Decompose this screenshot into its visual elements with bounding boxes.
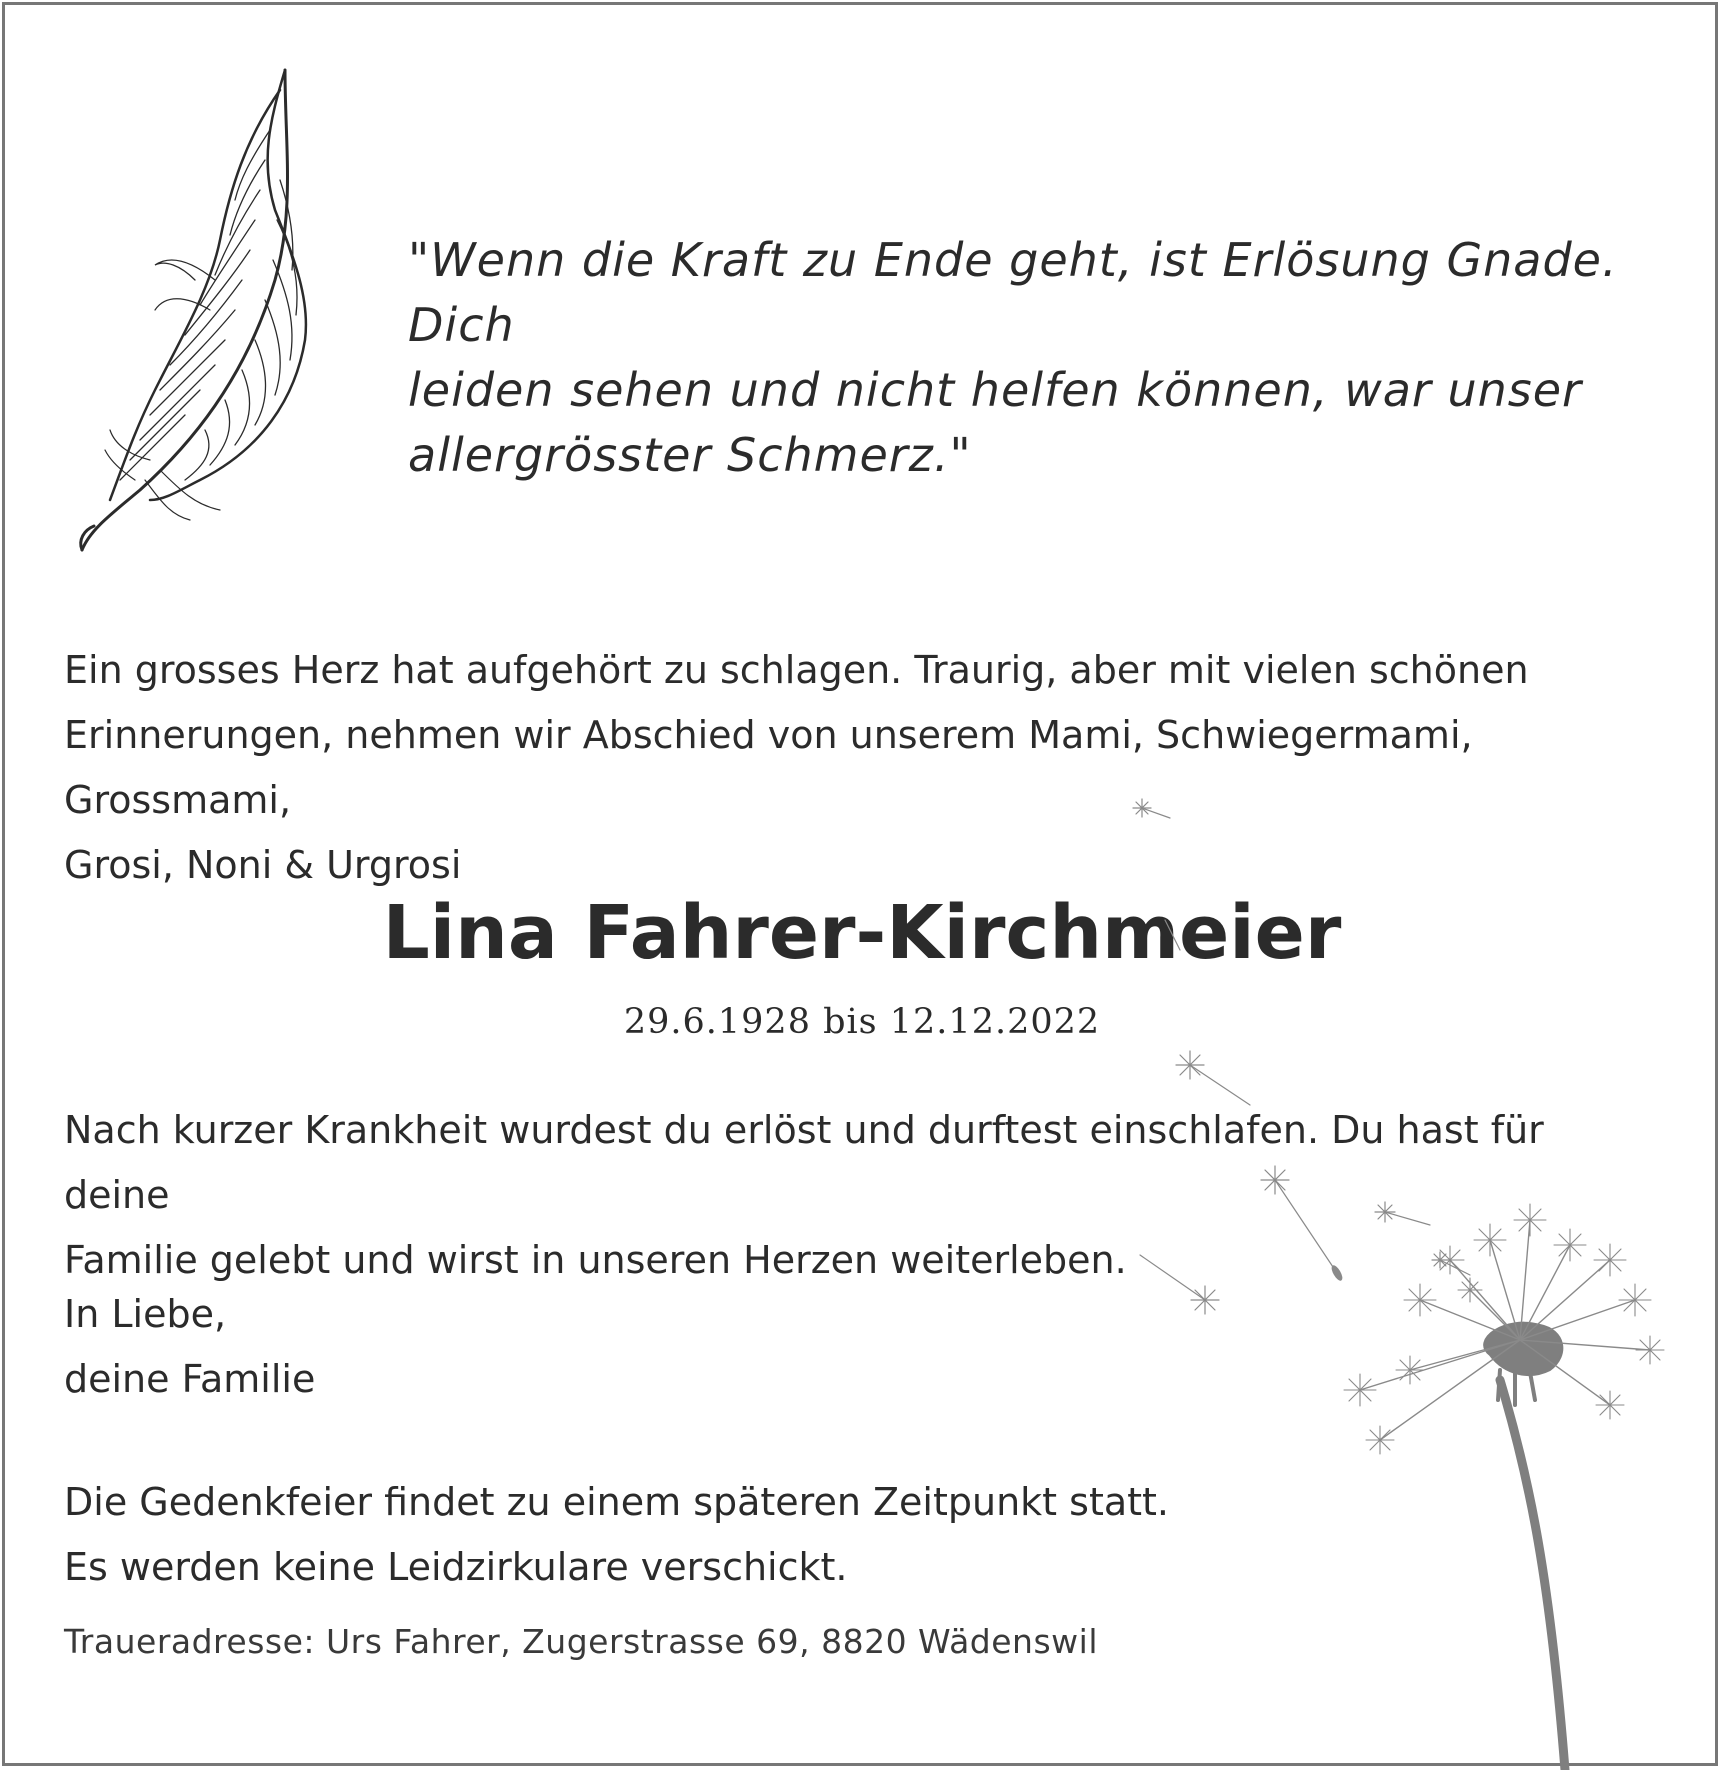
quote-line: "Wenn die Kraft zu Ende geht, ist Erlösung Gnade. Dich (408, 233, 1618, 352)
dandelion-icon (1110, 780, 1670, 1770)
mourning-address: Traueradresse: Urs Fahrer, Zugerstrasse 69, 8820 Wädenswil (64, 1622, 1098, 1661)
signature-line: In Liebe, (64, 1292, 227, 1336)
intro-line: Grosi, Noni & Urgrosi (64, 843, 462, 887)
intro-line: Ein grosses Herz hat aufgehört zu schlagen. Traurig, aber mit vielen schönen (64, 648, 1529, 692)
quote-line: leiden sehen und nicht helfen können, war unser (408, 363, 1582, 417)
notice-line: Es werden keine Leidzirkulare verschickt. (64, 1545, 848, 1589)
notice-line: Die Gedenkfeier findet zu einem späteren Zeitpunkt statt. (64, 1480, 1170, 1524)
signature-line: deine Familie (64, 1357, 316, 1401)
message-line: Familie gelebt und wirst in unseren Herzen weiterleben. (64, 1238, 1127, 1282)
intro-line: Erinnerungen, nehmen wir Abschied von unserem Mami, Schwiegermami, Grossmami, (64, 713, 1473, 822)
message-line: Nach kurzer Krankheit wurdest du erlöst und durftest einschlafen. Du hast für deine (64, 1108, 1544, 1217)
quote-line: allergrösster Schmerz." (408, 428, 972, 482)
deceased-name: Lina Fahrer-Kirchmeier (382, 890, 1342, 976)
feather-icon (70, 60, 320, 560)
life-dates: 29.6.1928 bis 12.12.2022 (623, 1002, 1101, 1042)
quote (408, 228, 1668, 488)
